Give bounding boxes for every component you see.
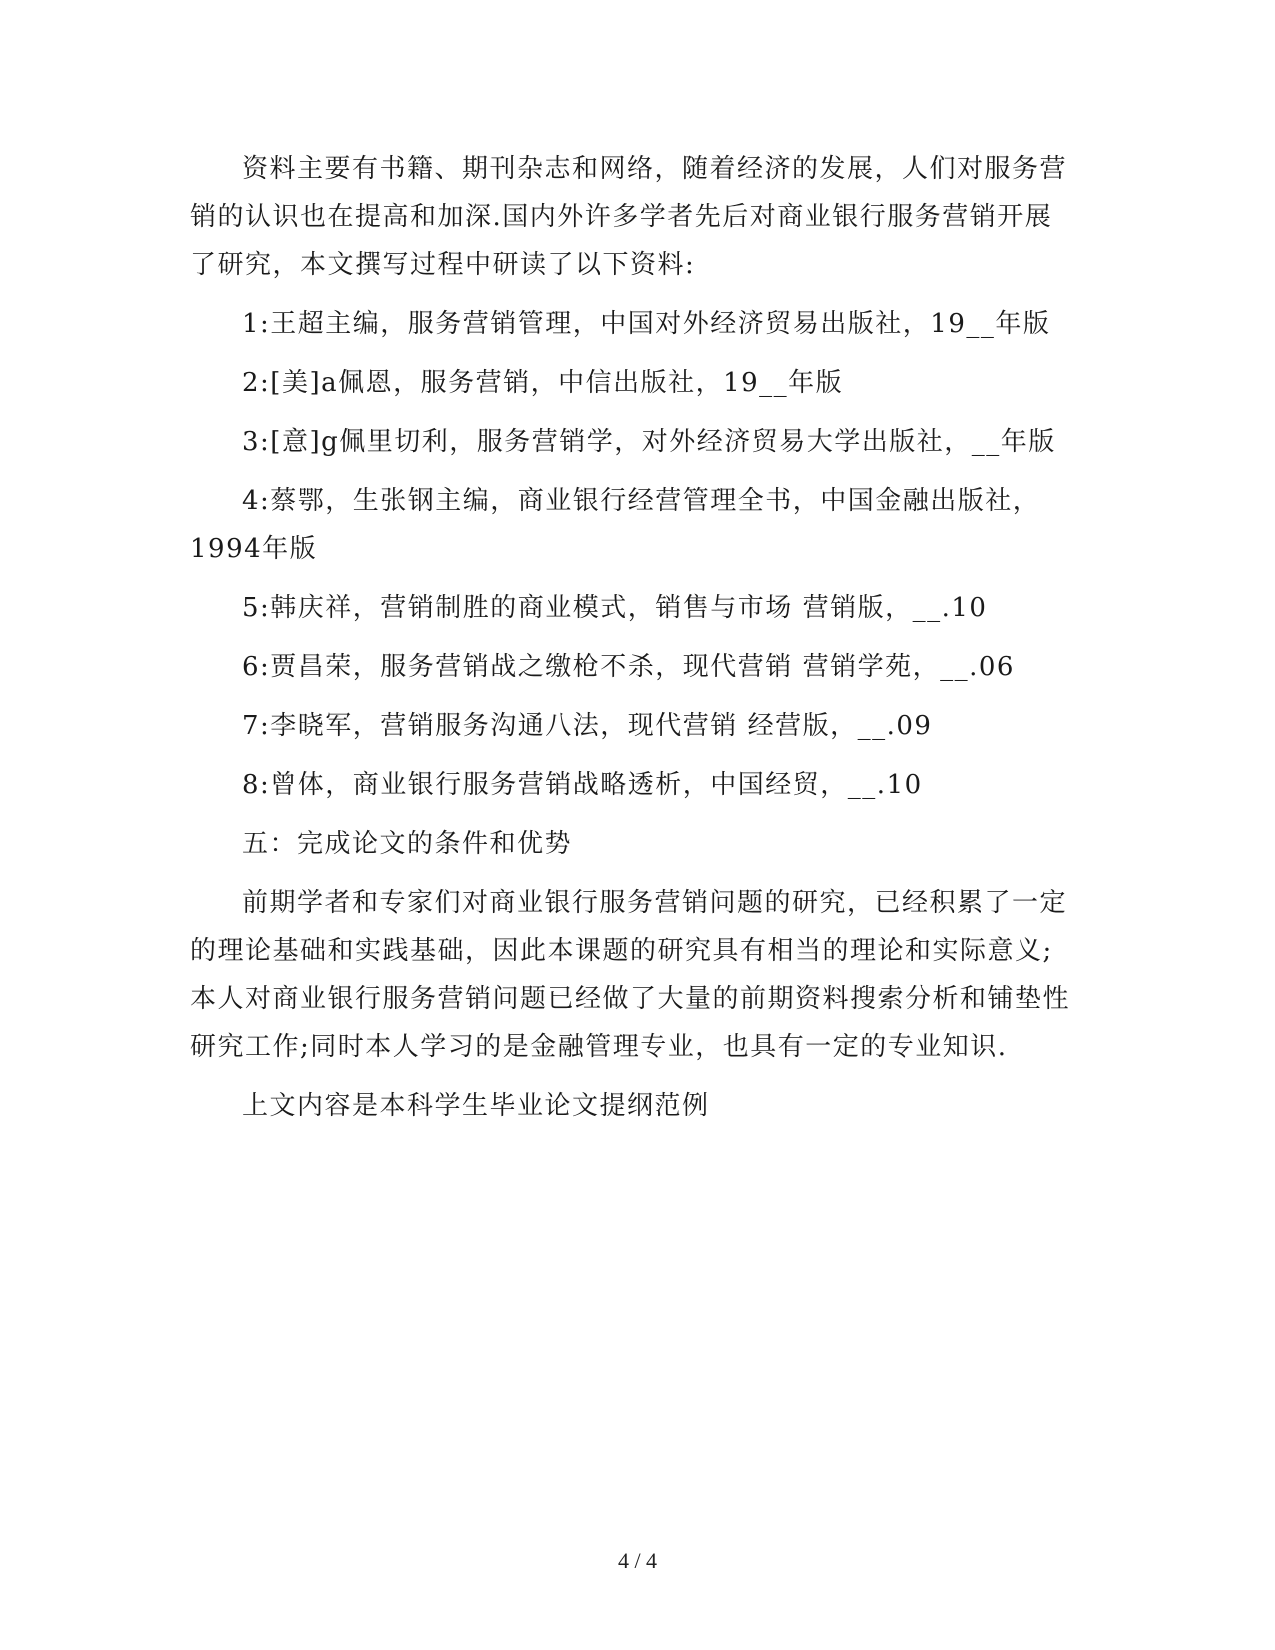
- reference-item-8: 8:曾体，商业银行服务营销战略透析，中国经贸，__.10: [242, 770, 923, 800]
- document-body: [190, 145, 1070, 1141]
- reference-item-3: 3:[意]g佩里切利，服务营销学，对外经济贸易大学出版社，__年版: [242, 427, 1056, 457]
- reference-item-6: 6:贾昌荣，服务营销战之缴枪不杀，现代营销 营销学苑，__.06: [242, 652, 1015, 682]
- intro-paragraph: 资料主要有书籍、期刊杂志和网络，随着经济的发展，人们对服务营销的认识也在提高和加深.国内外许多学者先后对商业银行服务营销开展了研究，本文撰写过程中研读了以下资料:: [190, 154, 1068, 280]
- reference-item-4: 4:蔡鄂，生张钢主编，商业银行经营管理全书，中国金融出版社，1994年版: [190, 486, 1041, 564]
- section-paragraph: 前期学者和专家们对商业银行服务营销问题的研究，已经积累了一定的理论基础和实践基础，因此本课题的研究具有相当的理论和实际意义;本人对商业银行服务营销问题已经做了大量的前期资料搜索分析和铺垫性研究工作;同时本人学习的是金融管理专业，也具有一定的专业知识.: [190, 888, 1071, 1062]
- reference-item-1: 1:王超主编，服务营销管理，中国对外经济贸易出版社，19__年版: [242, 309, 1051, 339]
- reference-item-7: 7:李晓军，营销服务沟通八法，现代营销 经营版，__.09: [242, 711, 933, 741]
- reference-item-2: 2:[美]a佩恩，服务营销，中信出版社，19__年版: [242, 368, 844, 398]
- section-heading: 五：完成论文的条件和优势: [242, 829, 573, 859]
- closing-paragraph: 上文内容是本科学生毕业论文提纲范例: [242, 1091, 710, 1121]
- reference-item-5: 5:韩庆祥，营销制胜的商业模式，销售与市场 营销版，__.10: [242, 593, 988, 623]
- page-number: 4 / 4: [617, 1548, 658, 1573]
